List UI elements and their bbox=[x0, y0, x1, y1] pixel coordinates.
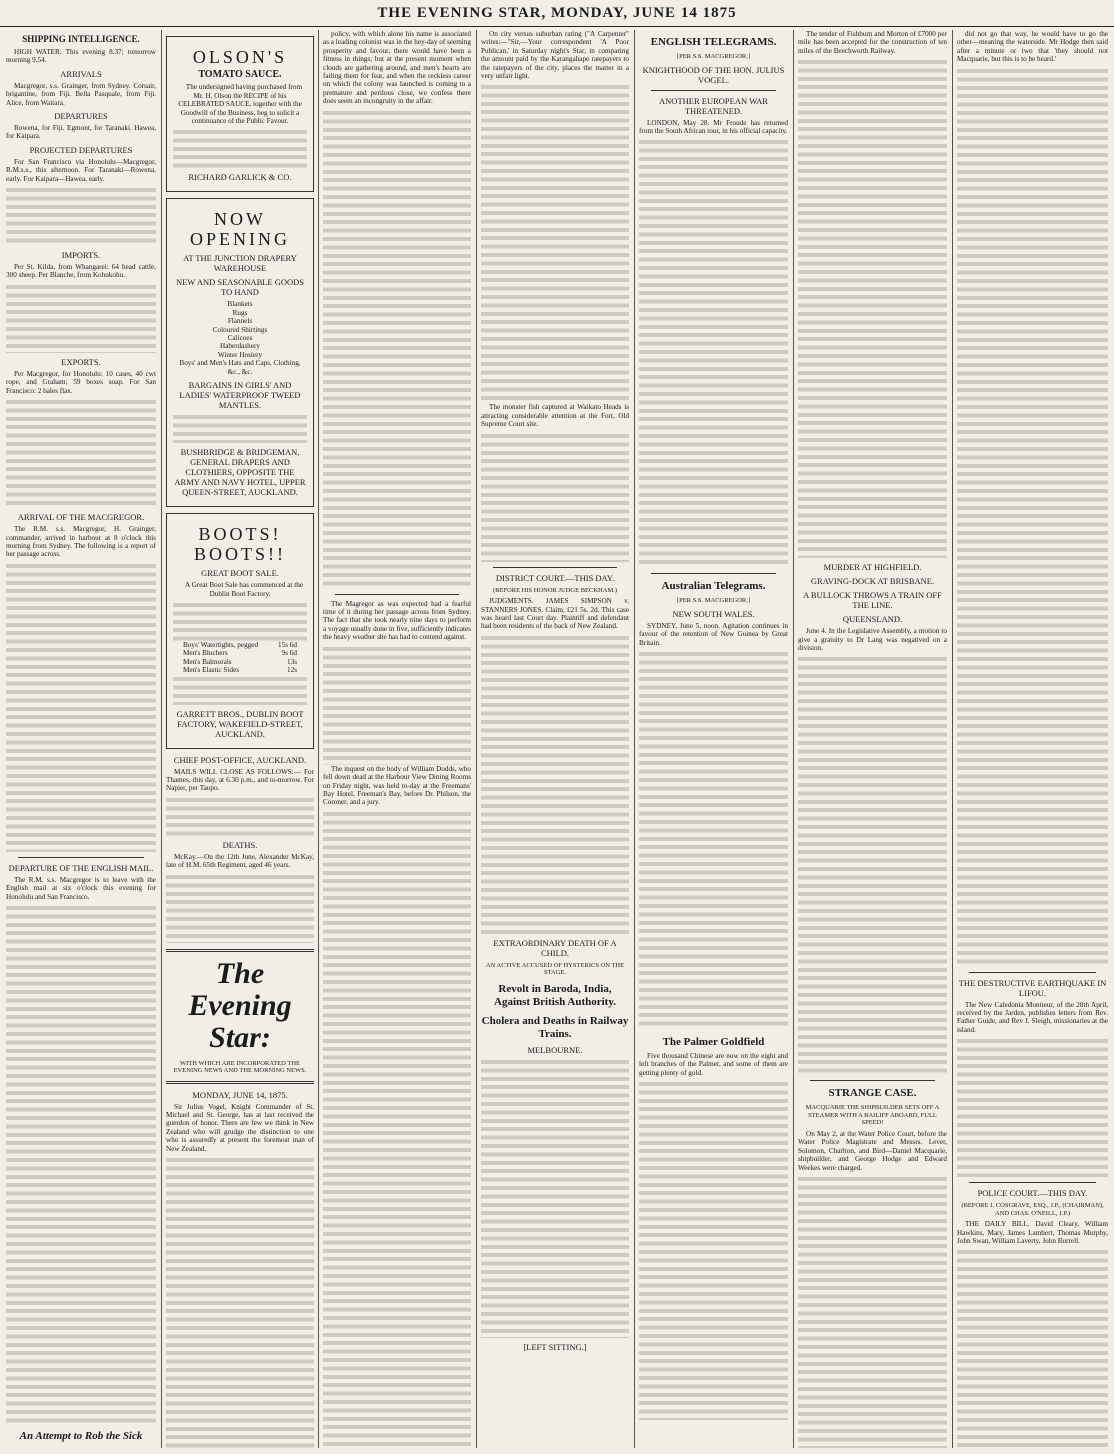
advert-item: Flannels bbox=[227, 317, 253, 326]
column-rule bbox=[318, 30, 319, 1448]
subheading: AN ACTIVE ACCUSED OF HYSTERICS ON THE STAGE. bbox=[485, 961, 625, 977]
subheading: DEATHS. bbox=[222, 839, 258, 850]
divider bbox=[810, 1080, 935, 1081]
text-block bbox=[6, 186, 156, 246]
column-rule bbox=[161, 30, 162, 1448]
text-block bbox=[481, 634, 629, 934]
paragraph: MAILS WILL CLOSE AS FOLLOWS:— For Thames, this day, at 6.30 p.m., and to-morrow. For Napier, per Taupo. bbox=[166, 767, 314, 793]
column-rule bbox=[634, 30, 635, 1448]
advert-subtitle: GREAT BOOT SALE. bbox=[201, 568, 279, 579]
subheading: MACQUARIE THE SHIPBUILDER SETS OFF A STEAMER WITH A BAILIFF ABOARD, FULL SPEED! bbox=[805, 1104, 940, 1127]
advert-item: Rugs bbox=[232, 308, 248, 317]
column-6 bbox=[798, 30, 947, 1448]
paragraph: The monster fish captured at Waikato Heads is attracting considerable attention at the Fort, Old Supreme Court site. bbox=[481, 403, 629, 429]
newspaper-title: The Evening Star: bbox=[188, 956, 292, 1054]
divider bbox=[651, 90, 776, 91]
column-rule bbox=[793, 30, 794, 1448]
paragraph: June 4. In the Legislative Assembly, a motion to give a gratuity to Dr Lang was negatived on a division. bbox=[798, 627, 947, 653]
column-rule bbox=[476, 30, 477, 1448]
divider bbox=[969, 1182, 1096, 1183]
advert-boots bbox=[166, 513, 314, 748]
text-block bbox=[166, 873, 314, 943]
paragraph: On city versus suburban rating ("A Carpenter" writes:—"Sir,—Your correspondent 'A Poor Publican,' in Saturday night's Star, in comparing the amount paid by the Karangahape ratepayers to the ratepayers of the city, places the matter in a very unfair light. bbox=[481, 30, 629, 81]
subheading: NEW SOUTH WALES. bbox=[672, 608, 755, 619]
text-block bbox=[798, 1175, 947, 1448]
advert-item: Calicoes bbox=[227, 334, 253, 343]
price-value: 9s 6d bbox=[281, 649, 297, 658]
paragraph: Per St. Kilda, from Whangarei: 64 head cattle, 300 sheep. Per Blanche, from Kohukohu. bbox=[6, 263, 156, 280]
price-value: 12s bbox=[287, 666, 297, 675]
text-block bbox=[166, 796, 314, 836]
advert-signature: BUSHBRIDGE & BRIDGEMAN, GENERAL DRAPERS AND CLOTHIERS, OPPOSITE THE ARMY AND NAVY HOTEL, UPPER QUEEN-STREET, AUCKLAND. bbox=[174, 447, 306, 498]
column-1 bbox=[6, 30, 156, 1448]
column-rule bbox=[952, 30, 953, 1448]
divider bbox=[651, 573, 776, 574]
price-row bbox=[173, 641, 307, 649]
text-block bbox=[639, 650, 788, 1030]
subheading: DEPARTURES bbox=[54, 111, 108, 122]
column-3 bbox=[323, 30, 471, 1448]
price-row bbox=[173, 658, 307, 666]
subheading: POLICE COURT.—THIS DAY. bbox=[977, 1188, 1088, 1199]
advert-subtitle: AT THE JUNCTION DRAPERY WAREHOUSE bbox=[183, 253, 297, 274]
column-2 bbox=[166, 30, 314, 1448]
subheading: PROJECTED DEPARTURES bbox=[29, 144, 133, 155]
text-block bbox=[481, 1058, 629, 1338]
paragraph: HIGH WATER: This evening 8.37; tomorrow morning 9.54. bbox=[6, 48, 156, 65]
text-block bbox=[323, 810, 471, 1448]
divider bbox=[166, 1081, 314, 1084]
paragraph: The inquest on the body of William Dodds, who fell down dead at the Harbour View Dining Rooms on Friday night, was held to-day at the Freemans' Bay Hotel, Freeman's Bay, before Dr. Philson, the Coroner, and a jury. bbox=[323, 764, 471, 807]
subheading: MURDER AT HIGHFIELD. bbox=[823, 562, 922, 573]
subheading: EXPORTS. bbox=[61, 356, 101, 367]
text-block bbox=[173, 128, 307, 168]
paragraph: McKay.—On the 12th June, Alexander McKay, late of H.M. 65th Regiment, aged 46 years. bbox=[166, 852, 314, 870]
advert-title: BOOTS! BOOTS!! bbox=[194, 524, 286, 565]
price-item: Boys' Watertights, pegged bbox=[183, 640, 259, 649]
text-block bbox=[323, 109, 471, 589]
column-7 bbox=[957, 30, 1108, 1448]
column-5 bbox=[639, 30, 788, 1448]
text-block bbox=[481, 83, 629, 403]
dateline: MONDAY, JUNE 14, 1875. bbox=[192, 1089, 288, 1100]
section-heading: Revolt in Baroda, India, Against British Authority. bbox=[494, 982, 616, 1008]
advert-tomato-sauce bbox=[166, 36, 314, 192]
subheading: CHIEF POST-OFFICE, AUCKLAND. bbox=[173, 754, 307, 765]
paragraph: did not go that way, he would have to go the other—meaning the waterside. Mr Hodge then said after a minute or two that 'they should not Macquarie, but this is to be heard.' bbox=[957, 30, 1108, 64]
text-block bbox=[481, 432, 629, 562]
subheading: GRAVING-DOCK AT BRISBANE. bbox=[810, 576, 935, 587]
paragraph: Per Macgregor, for Honolulu: 10 cases, 40 cwt rope, and Graham; 59 boxes soap. For San Francisco: 2 bales flax. bbox=[6, 369, 156, 395]
divider bbox=[18, 857, 144, 858]
text-block bbox=[6, 1446, 156, 1448]
paragraph: LONDON, May 28. Mr Froude has returned from the South African tour, in his official capacity. bbox=[639, 118, 788, 135]
divider bbox=[969, 972, 1096, 973]
newspaper-subtitle: WITH WHICH ARE INCORPORATED THE EVENING NEWS AND THE MORNING NEWS. bbox=[173, 1059, 307, 1075]
dateline: MELBOURNE. bbox=[527, 1044, 583, 1055]
advert-item: Winter Hosiery bbox=[217, 350, 263, 359]
advert-drapery bbox=[166, 198, 314, 507]
text-block bbox=[6, 398, 156, 508]
paragraph: The R.M. s.s. Macgregor, H. Grainger, commander, arrived in harbour at 8 o'clock this morning from Sydney. The following is a report of her passage across. bbox=[6, 525, 156, 559]
subheading: [PER S.S. MACGREGOR.] bbox=[676, 53, 751, 60]
paragraph: Macgregor, s.s. Grainger, from Sydney. Corsair, brigantine, from Fiji. Bella Pasquale, from Fiji. Alice, from Waitara. bbox=[6, 81, 156, 107]
price-item: Men's Balmorals bbox=[183, 657, 232, 666]
paragraph: THE DAILY BILL. David Cleary, William Hawkins, Mary, James Lambert, Thomas Murphy, John Swan, William Laverty, John Burrell. bbox=[957, 1220, 1108, 1246]
text-block bbox=[957, 1248, 1108, 1448]
paragraph: The undersigned having purchased from Mr. H. Olson the RECIPE of his CELEBRATED SAUCE, together with the Goodwill of the Business, beg to solicit a continuance of the Public Favour. bbox=[178, 83, 303, 126]
price-item: Men's Elastic Sides bbox=[183, 666, 239, 675]
price-value: 13s bbox=[287, 657, 297, 666]
divider bbox=[166, 949, 314, 952]
text-block bbox=[6, 562, 156, 852]
subheading: EXTRAORDINARY DEATH OF A CHILD. bbox=[493, 937, 617, 958]
advert-line: BARGAINS IN GIRLS' AND LADIES' WATERPROOF TWEED MANTLES. bbox=[179, 380, 301, 411]
subheading: [PER S.S. MACGREGOR.] bbox=[676, 597, 751, 605]
text-block bbox=[6, 904, 156, 1424]
text-block bbox=[173, 413, 307, 443]
paragraph: The R.M. s.s. Macgregor is to leave with the English mail at six o'clock this evening for Honolulu and San Francisco. bbox=[6, 875, 156, 901]
advert-signature: RICHARD GARLICK & CO. bbox=[188, 172, 292, 183]
advert-line: NEW AND SEASONABLE GOODS TO HAND bbox=[175, 277, 305, 298]
paragraph: policy, with which alone his name is associated as a leading colonist was in the hey-day of seeming prosperity and favour, there would have been a fitness in things; but at the present moment when clouds are gathering around, and men's hearts are failing them for fear, and when the reckless career on which the colony was launched is coming to a premature and perilous close, we confess there does seem an incongruity in the affair. bbox=[323, 30, 471, 106]
subheading: (BEFORE HIS HONOR JUDGE BECKHAM.) bbox=[492, 586, 618, 594]
dateline: QUEENSLAND. bbox=[842, 614, 903, 625]
divider bbox=[335, 594, 459, 595]
text-block bbox=[6, 283, 156, 353]
text-block bbox=[166, 1156, 314, 1448]
price-value: 15s 6d bbox=[278, 640, 297, 649]
subheading: ARRIVALS bbox=[60, 68, 102, 79]
advert-item: Coloured Shirtings bbox=[212, 325, 268, 334]
advert-item: Blankets bbox=[227, 300, 253, 309]
section-heading: An Attempt to Rob the Sick bbox=[19, 1429, 143, 1442]
paragraph: SYDNEY, June 5, noon. Agitation continues in favour of the retention of New Guinea by Great Britain. bbox=[639, 621, 788, 647]
subheading: A BULLOCK THROWS A TRAIN OFF THE LINE. bbox=[803, 590, 942, 611]
masthead: THE EVENING STAR, MONDAY, JUNE 14 1875 bbox=[0, 0, 1114, 27]
subheading: THE DESTRUCTIVE EARTHQUAKE IN LIFOU. bbox=[958, 977, 1107, 998]
paragraph: JUDGMENTS. JAMES SIMPSON v. STANNERS JONES. Claim, £21 5s. 2d. This case was heard last Court day. Plaintiff and defendant had been residents of the back of New Zealand. bbox=[481, 597, 629, 631]
subheading: DEPARTURE OF THE ENGLISH MAIL. bbox=[8, 862, 154, 873]
divider bbox=[493, 567, 617, 568]
subheading: KNIGHTHOOD OF THE HON. JULIUS VOGEL. bbox=[642, 64, 785, 85]
advert-item: Boys' and Men's Hats and Caps, Clothing, &c., &c. bbox=[179, 359, 301, 376]
section-heading: SHIPPING INTELLIGENCE. bbox=[22, 34, 140, 44]
column-4 bbox=[481, 30, 629, 1448]
text-block bbox=[323, 645, 471, 765]
paragraph: On May 2, at the Water Police Court, before the Water Police Magistrate and Messrs. Lever, Solomon, Charlton, and Bird—Daniel Macquarie, shipbuilder, and George Hodge and Edward Weekes were charged. bbox=[798, 1129, 947, 1172]
section-heading: Cholera and Deaths in Railway Trains. bbox=[481, 1014, 629, 1040]
subheading: (BEFORE J. COSGRAVE, ESQ., J.P., (CHAIRMAN), AND CHAS. O'NEILL, J.P.) bbox=[961, 1202, 1104, 1217]
price-row bbox=[173, 666, 307, 674]
subheading: ANOTHER EUROPEAN WAR THREATENED. bbox=[659, 95, 768, 116]
paragraph: The tender of Fishburn and Morton of £7000 per mile has been accepted for the construction of ten miles of the Beechworth Railway. bbox=[798, 30, 947, 55]
paragraph: Rowena, for Fiji. Egmont, for Taranaki. Hawea, for Kaipara. bbox=[6, 124, 156, 141]
advert-subtitle: TOMATO SAUCE. bbox=[198, 69, 282, 80]
advert-item: Haberdashery bbox=[220, 342, 260, 351]
subheading: IMPORTS. bbox=[61, 250, 101, 261]
advert-title: NOW OPENING bbox=[190, 209, 290, 250]
paragraph: The Magregor as was expected had a fearful time of it during her passage across from Sydney. The fact that she took nearly nine days to perform a voyage usually done in five, sufficiently indicates the heavy weather she has had to contend against. bbox=[323, 599, 471, 642]
footer-note: [LEFT SITTING.] bbox=[523, 1341, 587, 1352]
section-heading: The Palmer Goldfield bbox=[662, 1036, 765, 1049]
subheading: ARRIVAL OF THE MACGREGOR. bbox=[17, 512, 145, 523]
text-block bbox=[957, 1037, 1108, 1177]
paragraph: The New Caledonia Moniteur, of the 28th April, received by the Jarden, publishes letters from Rev. Father Guide, and Rev J. Sleigh, missionaries at the island. bbox=[957, 1000, 1108, 1034]
section-heading: STRANGE CASE. bbox=[828, 1087, 917, 1100]
advert-signature: GARRETT BROS., DUBLIN BOOT FACTORY, WAKEFIELD-STREET, AUCKLAND. bbox=[176, 708, 304, 739]
subheading: DISTRICT COURT.—THIS DAY. bbox=[495, 572, 615, 583]
text-block bbox=[173, 601, 307, 641]
text-block bbox=[639, 138, 788, 568]
paragraph: For San Francisco via Honolulu—Macgregor, R.M.s.s., this afternoon. For Taranaki—Rowena, early. For Kaipara—Hawea, early. bbox=[6, 157, 156, 183]
price-row bbox=[173, 649, 307, 657]
section-heading: ENGLISH TELEGRAMS. bbox=[650, 36, 777, 48]
paragraph: Sir Julius Vogel, Knight Commander of St. Michael and St. George, has at last received the guerdon of honor. There are few we think in New Zealand who will grudge the distinction to one who is assuredly at present the foremost man of New Zealand. bbox=[166, 1102, 314, 1153]
section-heading: Australian Telegrams. bbox=[661, 580, 766, 593]
price-item: Men's Bluchers bbox=[183, 649, 228, 658]
paragraph: Five thousand Chinese are now on the eight and left branches of the Palmer, and some of them are getting plenty of gold. bbox=[639, 1052, 788, 1077]
advert-title: OLSON'S bbox=[192, 47, 288, 67]
text-block bbox=[798, 655, 947, 1075]
text-block bbox=[798, 58, 947, 558]
paragraph: A Great Boot Sale has commenced at the Dublin Boot Factory. bbox=[185, 581, 303, 598]
text-block bbox=[173, 675, 307, 705]
text-block bbox=[639, 1080, 788, 1420]
text-block bbox=[957, 67, 1108, 967]
